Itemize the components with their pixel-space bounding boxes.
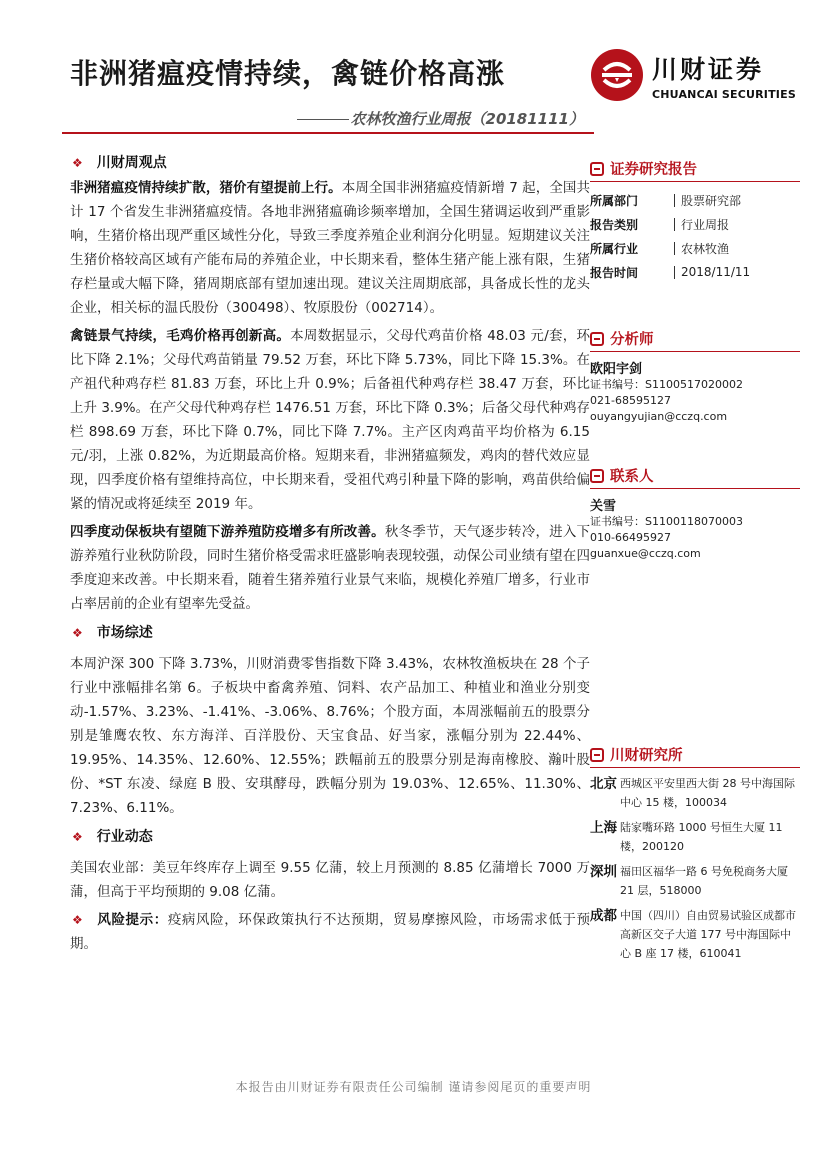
section-heading-market-review: [70, 620, 590, 646]
office-beijing: [590, 774, 800, 812]
risk-text: 疫病风险，环保政策执行不达预期，贸易摩擦风险，市场需求低于预期。: [70, 912, 591, 952]
paragraph-poultry: [70, 324, 590, 516]
office-address: 陆家嘴环路 1000 号恒生大厦 11 楼，200120: [620, 821, 783, 853]
paragraph-lead: 四季度动保板块有望随下游养殖防疫增多有所改善。: [70, 524, 385, 540]
paragraph-industry-news: 美国农业部：美豆年终库存上调至 9.55 亿蒲，较上月预测的 8.85 亿蒲增长 7000 万蒲，但高于平均预期的 9.08 亿蒲。: [70, 860, 590, 900]
office-city: 北京: [590, 776, 617, 792]
sidebar-heading-text: 分析师: [610, 332, 654, 348]
report-subtitle-text: 农林牧渔行业周报（20181111）: [350, 110, 584, 128]
office-address: 福田区福华一路 6 号免税商务大厦 21 层，518000: [620, 865, 788, 897]
paragraph-swine-fever: [70, 176, 590, 320]
info-label: 报告类别: [590, 217, 639, 232]
office-shanghai: [590, 818, 800, 856]
office-shenzhen: [590, 862, 800, 900]
info-row-industry: [590, 236, 800, 260]
office-address: 西城区平安里西大街 28 号中海国际中心 15 楼，100034: [620, 777, 795, 809]
office-city: 上海: [590, 820, 617, 836]
info-row-category: [590, 212, 800, 236]
analyst-phone: 021-68595127: [590, 394, 671, 407]
spacer: [590, 562, 800, 742]
contact-cert: 证书编号：S1100118070003: [590, 515, 743, 528]
office-chengdu: [590, 906, 800, 963]
spacer: [590, 425, 800, 463]
header-divider: [62, 132, 594, 134]
section-heading-text: 市场综述: [96, 625, 153, 641]
info-separator: [674, 194, 675, 207]
page-footer: 本报告由川财证券有限责任公司编制 谨请参阅尾页的重要声明: [235, 1080, 592, 1094]
info-row-date: [590, 260, 800, 284]
analyst-name: 欧阳宇剑: [590, 362, 643, 377]
contact-icon: [590, 469, 604, 483]
logo-chinese-name: 川财证券: [652, 55, 765, 84]
info-separator: [674, 266, 675, 279]
chuancai-logo-icon: [590, 48, 644, 102]
analyst-cert: 证书编号：S1100517020002: [590, 378, 743, 391]
company-logo: [590, 48, 796, 108]
paragraph-body: 本周数据显示，父母代鸡苗价格 48.03 元/套，环比下降 2.1%；父母代鸡苗销量 79.52 万套，环比下降 5.73%，同比下降 15.3%。在产祖代种鸡存栏 81.83 万套，环比上升 0.9%；后备祖代种鸡存栏 38.47 万套，环比上升 3.9%。在产父母代种鸡存栏 1476.51 万套，环比下降 0.3%；后备父母代种鸡存栏 898.69 万套，环比下降 0.7%，同比下降 7.7%。主产区肉鸡苗平均价格为 6.15 元/羽，上涨 0.82%，为近期最高价格。短期来看，非洲猪瘟频发，鸡肉的替代效应显现，四季度价格有望维持高位，中长期来看，受祖代鸡引种量下降的影响，鸡苗供给偏紧的情况或将延续至 2019 年。: [70, 328, 591, 512]
sidebar-heading-text: 证券研究报告: [610, 162, 697, 178]
info-value: 2018/11/11: [681, 265, 751, 279]
info-label: 所属行业: [590, 241, 639, 256]
info-label: 报告时间: [590, 265, 639, 280]
info-label: 所属部门: [590, 193, 639, 208]
paragraph-market-review: 本周沪深 300 下降 3.73%，川财消费零售指数下降 3.43%，农林牧渔板块在 28 个子行业中涨幅排名第 6。子板块中畜禽养殖、饲料、农产品加工、种植业和渔业分别变动-1.57%、3.23%、-1.41%、-3.06%、8.76%；个股方面，本周涨幅前五的股票分别是雏鹰农牧、东方海洋、百洋股份、天宝食品、好当家，涨幅分别为 22.44%、19.95%、14.35%、12.60%、12.55%；跌幅前五的股票分别是海南橡胶、瀚叶股份、*ST 东凌、绿庭 B 股、安琪酵母，跌幅分别为 19.03%、12.65%、11.30%、7.23%、6.11%。: [70, 656, 590, 816]
paragraph-lead: 非洲猪瘟疫情持续扩散，猪价有望提前上行。: [70, 180, 342, 196]
info-separator: [674, 242, 675, 255]
info-value: 股票研究部: [681, 193, 742, 208]
paragraph-risk-warning: [70, 908, 590, 956]
logo-english-name: CHUANCAI SECURITIES: [652, 88, 796, 101]
office-city: 深圳: [590, 864, 617, 880]
section-heading-text: 行业动态: [96, 829, 153, 845]
sidebar-heading-text: 联系人: [610, 469, 654, 485]
diamond-bullet-icon: ❖: [72, 626, 83, 640]
report-icon: [590, 162, 604, 176]
report-subtitle: [297, 108, 585, 129]
sidebar: [590, 156, 800, 969]
sidebar-heading-contact: [590, 463, 800, 489]
sidebar-heading-report: [590, 156, 800, 182]
risk-heading: 风险提示：: [97, 912, 168, 928]
sidebar-heading-text: 川财研究所: [610, 748, 683, 764]
contact-phone: 010-66495927: [590, 531, 671, 544]
paragraph-lead: 禽链景气持续，毛鸡价格再创新高。: [70, 328, 291, 344]
contact-email[interactable]: guanxue@cczq.com: [590, 547, 701, 560]
office-address: 中国（四川）自由贸易试验区成都市高新区交子大道 177 号中海国际中心 B 座 17 楼，610041: [620, 909, 796, 960]
info-value: 行业周报: [681, 217, 730, 232]
main-content: [70, 150, 590, 960]
info-row-department: [590, 188, 800, 212]
spacer: [590, 284, 800, 326]
paragraph-body: 秋冬季节，天气逐步转冷，进入下游养殖行业秋防阶段，同时生猪价格受需求旺盛影响表现较强，动保公司业绩有望在四季度迎来改善。中长期来看，随着生猪养殖行业景气来临，规模化养殖厂增多，行业市占率居前的企业有望率先受益。: [70, 524, 591, 612]
subtitle-dash: [297, 119, 349, 120]
contact-name: 关雪: [590, 499, 617, 514]
section-heading-text: 川财周观点: [96, 155, 167, 171]
paragraph-animal-health: [70, 520, 590, 616]
diamond-bullet-icon: ❖: [72, 913, 84, 927]
sidebar-heading-institute: [590, 742, 800, 768]
analyst-icon: [590, 332, 604, 346]
diamond-bullet-icon: ❖: [72, 830, 83, 844]
analyst-email[interactable]: ouyangyujian@cczq.com: [590, 410, 728, 423]
info-value: 农林牧渔: [681, 241, 730, 256]
diamond-bullet-icon: ❖: [72, 156, 83, 170]
institute-icon: [590, 748, 604, 762]
report-title: 非洲猪瘟疫情持续，禽链价格高涨: [70, 57, 506, 90]
paragraph-body: 本周全国非洲猪瘟疫情新增 7 起，全国共计 17 个省发生非洲猪瘟疫情。各地非洲猪瘟确诊频率增加，全国生猪调运收到严重影响，生猪价格出现严重区域性分化，导致三季度养殖企业利润分化明显。短期建议关注生猪价格较高区域有产能布局的养殖企业，中长期来看，整体生猪产能上涨有限，生猪存栏量或大幅下降，猪周期底部有望加速出现。建议关注周期底部，具备成长性的龙头企业，相关标的温氏股份（300498）、牧原股份（002714）。: [70, 180, 591, 316]
info-separator: [674, 218, 675, 231]
section-heading-weekly-view: [70, 150, 590, 176]
section-heading-industry-news: [70, 824, 590, 850]
sidebar-heading-analyst: [590, 326, 800, 352]
office-city: 成都: [590, 908, 617, 924]
